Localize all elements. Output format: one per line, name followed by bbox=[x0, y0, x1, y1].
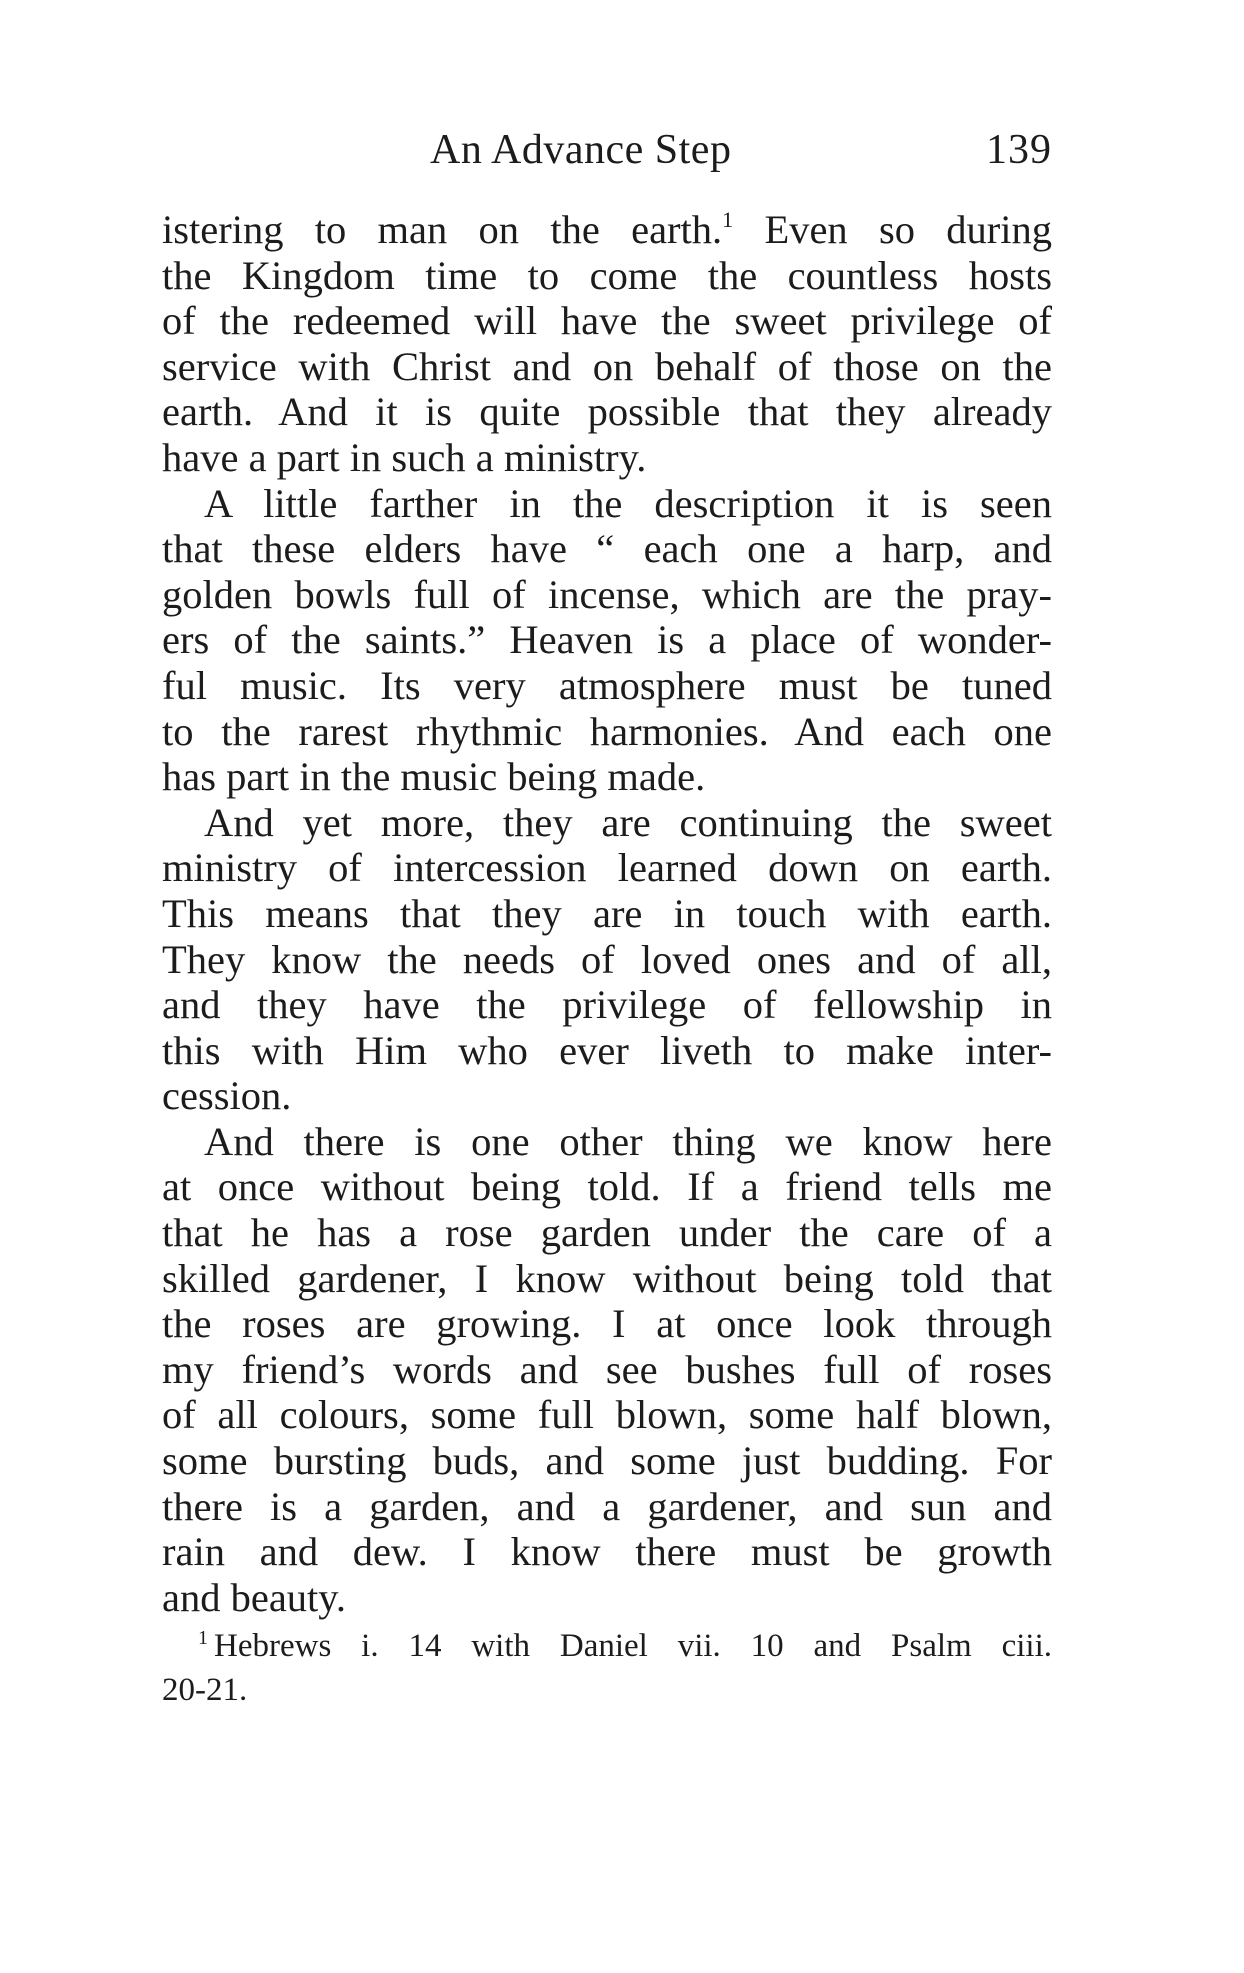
footnote-line: 20-21. bbox=[162, 1672, 248, 1708]
text-line: at once without being told. If a friend tells me bbox=[162, 1164, 1052, 1210]
footnote-text: Hebrews i. 14 with Daniel vii. 10 and Psalm ciii. bbox=[214, 1628, 1052, 1664]
footnote-marker: 1 bbox=[198, 1627, 208, 1649]
paragraph-3 bbox=[162, 800, 1052, 1119]
text-line: ers of the saints.” Heaven is a place of wonder- bbox=[162, 617, 1052, 663]
text-line: skilled gardener, I know without being told that bbox=[162, 1255, 1052, 1301]
text-line: rain and dew. I know there must be growth bbox=[162, 1529, 1052, 1575]
text-line: ministry of intercession learned down on earth. bbox=[162, 845, 1052, 891]
text-line: ful music. Its very atmosphere must be tuned bbox=[162, 662, 1052, 708]
text-line: A little farther in the description it is seen bbox=[204, 480, 1052, 526]
text-line: They know the needs of loved ones and of all, bbox=[162, 936, 1052, 982]
running-title: An Advance Step bbox=[430, 127, 732, 173]
text-line: earth. And it is quite possible that they already bbox=[162, 389, 1052, 435]
line-text: istering to man on the earth. bbox=[162, 207, 723, 252]
text-line bbox=[162, 207, 1052, 253]
text-line: cession. bbox=[162, 1073, 292, 1119]
text-line: this with Him who ever liveth to make inter- bbox=[162, 1027, 1052, 1073]
page-number: 139 bbox=[986, 127, 1052, 173]
text-line: that these elders have “ each one a harp, and bbox=[162, 526, 1052, 572]
text-line: of the redeemed will have the sweet privilege of bbox=[162, 298, 1052, 344]
footnote-reference: 1 bbox=[722, 207, 734, 232]
paragraph-4 bbox=[162, 1119, 1052, 1621]
text-line: service with Christ and on behalf of those on the bbox=[162, 343, 1052, 389]
text-line: some bursting buds, and some just budding. For bbox=[162, 1438, 1052, 1484]
text-line: the roses are growing. I at once look through bbox=[162, 1301, 1052, 1347]
text-line: my friend’s words and see bushes full of roses bbox=[162, 1346, 1052, 1392]
text-line: golden bowls full of incense, which are the pray- bbox=[162, 571, 1052, 617]
text-line: the Kingdom time to come the countless hosts bbox=[162, 252, 1052, 298]
running-head bbox=[162, 125, 1052, 185]
text-line: And yet more, they are continuing the sweet bbox=[204, 799, 1052, 845]
body-text bbox=[162, 207, 1052, 1620]
footnote bbox=[162, 1624, 1052, 1712]
text-line: This means that they are in touch with earth. bbox=[162, 890, 1052, 936]
text-line: of all colours, some full blown, some half blown, bbox=[162, 1392, 1052, 1438]
text-line: and beauty. bbox=[162, 1574, 347, 1620]
text-line: have a part in such a ministry. bbox=[162, 434, 647, 480]
text-line: to the rarest rhythmic harmonies. And each one bbox=[162, 708, 1052, 754]
paragraph-2 bbox=[162, 481, 1052, 800]
text-line: has part in the music being made. bbox=[162, 754, 706, 800]
text-line: and they have the privilege of fellowship in bbox=[162, 982, 1052, 1028]
text-line: And there is one other thing we know here bbox=[204, 1118, 1052, 1164]
footnote-line bbox=[162, 1624, 1052, 1668]
paragraph-1 bbox=[162, 207, 1052, 481]
text-line: that he has a rose garden under the care of a bbox=[162, 1210, 1052, 1256]
text-line: there is a garden, and a gardener, and sun and bbox=[162, 1483, 1052, 1529]
line-text: Even so during bbox=[733, 207, 1052, 252]
